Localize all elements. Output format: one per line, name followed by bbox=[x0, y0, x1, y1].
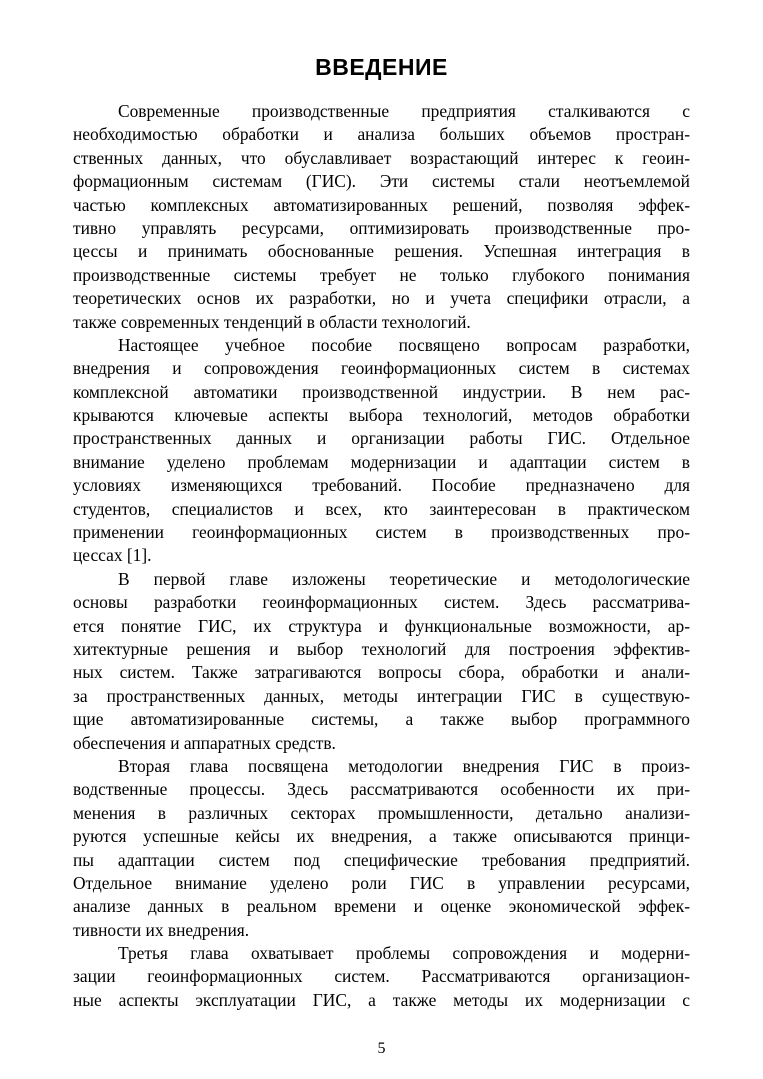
text-line: теоретических основ их разработки, но и учета специфики отрасли, а bbox=[73, 288, 690, 309]
paragraph-1 bbox=[73, 100, 690, 334]
text-line: щие автоматизированные системы, а также выбор программного bbox=[73, 709, 690, 730]
text-line: основы разработки геоинформационных систем. Здесь рассматрива- bbox=[73, 592, 690, 613]
text-line: тивно управлять ресурсами, оптимизировать производственные про- bbox=[73, 217, 690, 238]
text-line: за пространственных данных, методы интеграции ГИС в существую- bbox=[73, 685, 690, 706]
text-line: тивности их внедрения. bbox=[73, 919, 250, 940]
text-line: пы адаптации систем под специфические требования предприятий. bbox=[73, 849, 690, 870]
text-line: ные аспекты эксплуатации ГИС, а также методы их модернизации с bbox=[73, 989, 690, 1010]
text-line: частью комплексных автоматизированных решений, позволяя эффек- bbox=[73, 194, 690, 215]
text-line: цессах [1]. bbox=[73, 545, 152, 566]
text-line: руются успешные кейсы их внедрения, а также описываются принци- bbox=[73, 826, 690, 847]
paragraph-2 bbox=[73, 334, 690, 568]
text-line: условиях изменяющихся требований. Пособие предназначено для bbox=[73, 475, 690, 496]
text-line: студентов, специалистов и всех, кто заинтересован в практическом bbox=[73, 498, 690, 519]
text-line: Третья глава охватывает проблемы сопровождения и модерни- bbox=[118, 943, 690, 964]
text-line: анализе данных в реальном времени и оценке экономической эффек- bbox=[73, 896, 690, 917]
text-line: производственные системы требует не только глубокого понимания bbox=[73, 264, 690, 285]
text-line: внедрения и сопровождения геоинформационных систем в системах bbox=[73, 358, 690, 379]
text-line: менения в различных секторах промышленности, детально анализи- bbox=[73, 802, 690, 823]
text-line: зации геоинформационных систем. Рассматриваются организацион- bbox=[73, 966, 690, 987]
text-line: формационным системам (ГИС). Эти системы стали неотъемлемой bbox=[73, 171, 690, 192]
page-number: 5 bbox=[377, 1040, 386, 1057]
text-line: внимание уделено проблемам модернизации и адаптации систем в bbox=[73, 451, 690, 472]
paragraph-4 bbox=[73, 755, 690, 942]
text-line: ственных данных, что обуславливает возрастающий интерес к геоин- bbox=[73, 147, 690, 168]
text-line: цессы и принимать обоснованные решения. Успешная интеграция в bbox=[73, 241, 690, 262]
text-line: ется понятие ГИС, их структура и функциональные возможности, ар- bbox=[73, 615, 690, 636]
text-line: В первой главе изложены теоретические и методологические bbox=[118, 568, 690, 589]
text-line: применении геоинформационных систем в производственных про- bbox=[73, 522, 690, 543]
text-line: крываются ключевые аспекты выбора технологий, методов обработки bbox=[73, 405, 690, 426]
text-line: необходимостью обработки и анализа больших объемов простран- bbox=[73, 124, 690, 145]
text-line: пространственных данных и организации работы ГИС. Отдельное bbox=[73, 428, 690, 449]
text-line: Настоящее учебное пособие посвящено вопросам разработки, bbox=[118, 334, 690, 355]
text-line: также современных тенденций в области технологий. bbox=[73, 311, 471, 332]
paragraph-3 bbox=[73, 568, 690, 755]
text-line: водственные процессы. Здесь рассматриваются особенности их при- bbox=[73, 779, 690, 800]
text-line: Современные производственные предприятия сталкиваются с bbox=[118, 101, 690, 121]
page-title: ВВЕДЕНИЕ bbox=[315, 54, 448, 80]
text-line: Отдельное внимание уделено роли ГИС в управлении ресурсами, bbox=[73, 872, 690, 893]
text-line: комплексной автоматики производственной индустрии. В нем рас- bbox=[73, 381, 690, 402]
text-line: обеспечения и аппаратных средств. bbox=[73, 732, 336, 753]
paragraph-5 bbox=[73, 942, 690, 1012]
body-text bbox=[73, 100, 690, 1012]
text-line: ных систем. Также затрагиваются вопросы сбора, обработки и анали- bbox=[73, 662, 690, 683]
text-line: Вторая глава посвящена методологии внедрения ГИС в произ- bbox=[118, 755, 690, 776]
text-line: хитектурные решения и выбор технологий для построения эффектив- bbox=[73, 638, 690, 659]
